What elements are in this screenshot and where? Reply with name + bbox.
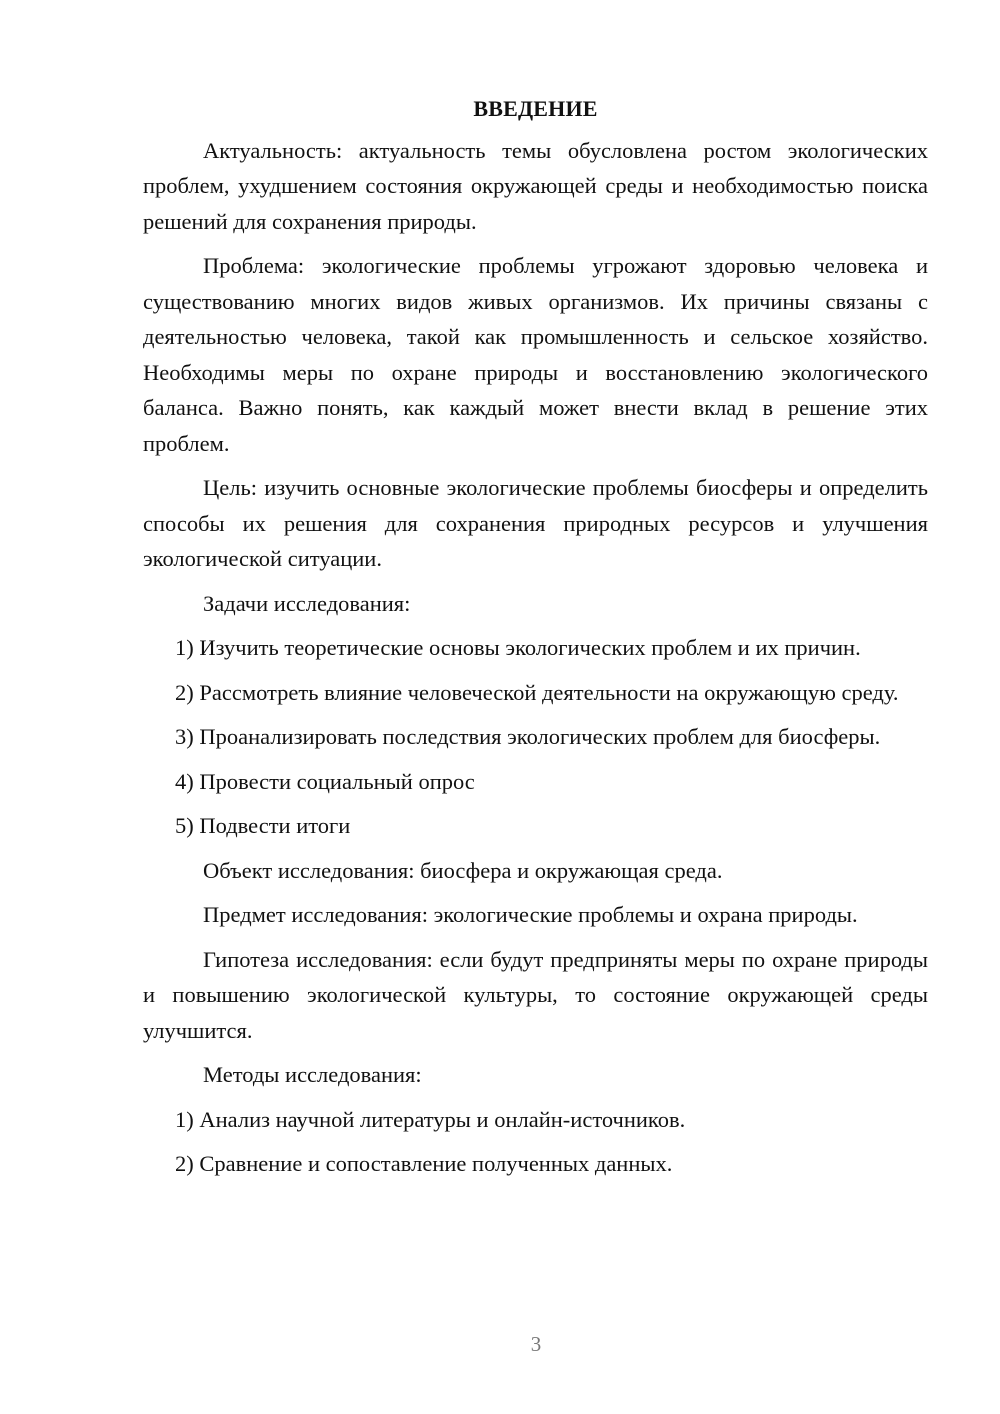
list-item-task-1: 1) Изучить теоретические основы экологических проблем и их причин. [175,635,861,660]
page-content [143,91,928,1191]
list-item-task-3: 3) Проанализировать последствия экологических проблем для биосферы. [175,724,881,749]
list-item-method-2: 2) Сравнение и сопоставление полученных данных. [175,1151,673,1176]
paragraph-relevance: Актуальность: актуальность темы обусловлена ростом экологических проблем, ухудшением состояния окружающей среды и необходимостью поиска решений для сохранения природы. [143,137,928,234]
paragraph-goal: Цель: изучить основные экологические проблемы биосферы и определить способы их решения для сохранения природных ресурсов и улучшения экологической ситуации. [143,475,928,571]
section-title: ВВЕДЕНИЕ [473,96,598,121]
list-item-task-4: 4) Провести социальный опрос [175,768,475,794]
paragraph-methods-heading: Методы исследования: [203,1062,422,1087]
list-item-task-5: 5) Подвести итоги [175,813,351,838]
list-item-method-1: 1) Анализ научной литературы и онлайн-источников. [175,1106,686,1132]
paragraph-subject: Предмет исследования: экологические проблемы и охрана природы. [203,902,858,927]
paragraph-hypothesis: Гипотеза исследования: если будут предприняты меры по охране природы и повышению экологической культуры, то состояние окружающей среды улучшится. [143,946,928,1043]
paragraph-tasks-heading: Задачи исследования: [203,590,411,616]
paragraph-object: Объект исследования: биосфера и окружающая среда. [203,857,723,883]
page-number: 3 [530,1332,542,1356]
paragraph-problem: Проблема: экологические проблемы угрожают здоровью человека и существованию многих видов живых организмов. Их причины связаны с деятельностью человека, такой как промышленность и сельское хозяйство. Необходимы меры по охране природы и восстановлению экологического баланса. Важно понять, как каждый может внести вклад в решение этих проблем. [143,253,928,456]
list-item-task-2: 2) Рассмотреть влияние человеческой деятельности на окружающую среду. [175,679,899,705]
